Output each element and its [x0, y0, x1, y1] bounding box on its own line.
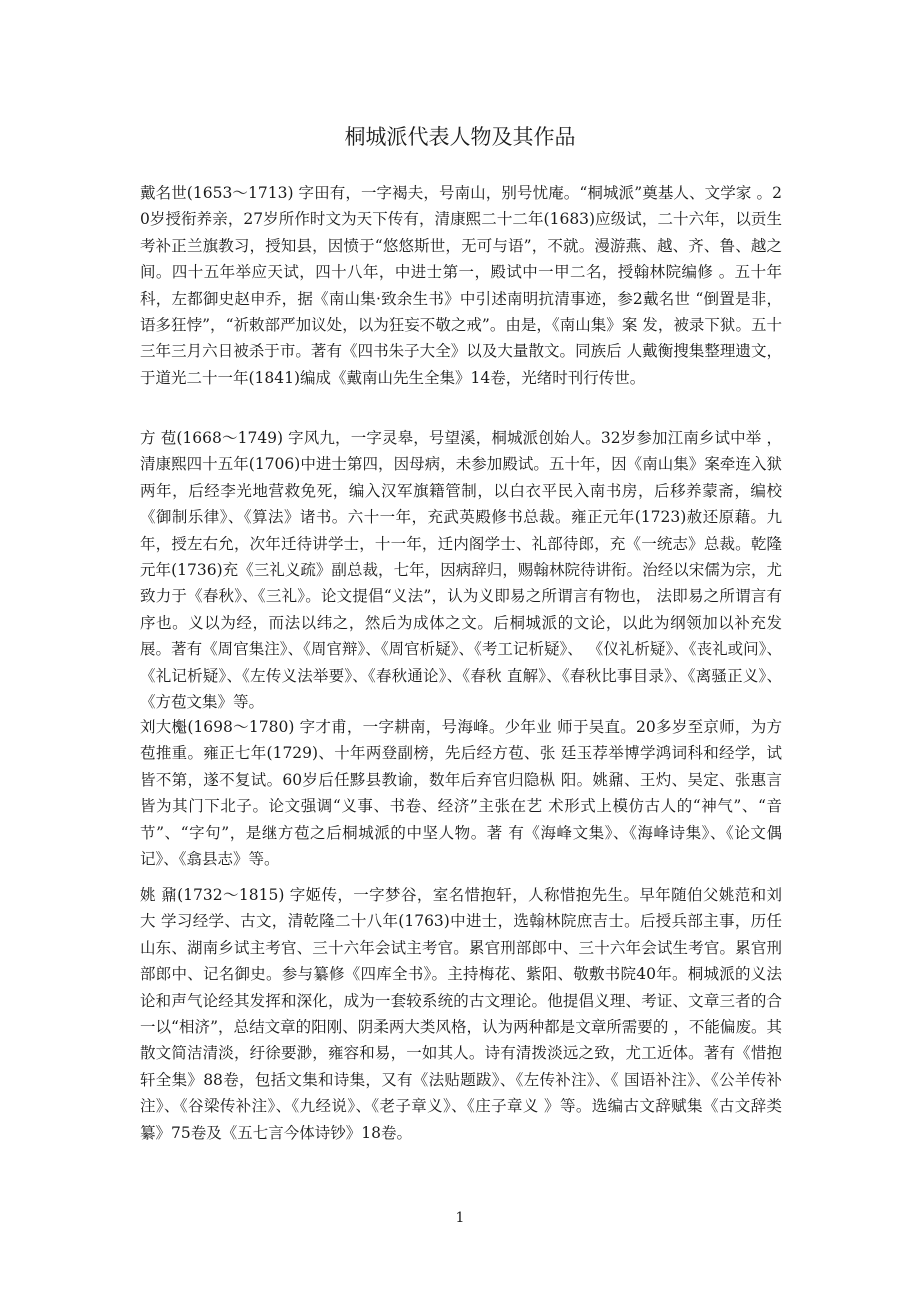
document-title: 桐城派代表人物及其作品 [344, 125, 576, 149]
paragraph-yao-nai: 姚 鼐(1732～1815) 字姬传，一字梦谷，室名惜抱轩，人称惜抱先生。早年随伯父姚范和刘大 学习经学、古文，清乾隆二十八年(1763)中进士，选翰林院庶吉士。后授兵部主事，历任山东、湖南乡试主考官、三十六年会试主考官。累官刑部郎中、三十六年会试生考官。累官刑部郎中、记名御史。参与纂修《四库全书》。主持梅花、紫阳、敬敷书院40年。桐城派的义法论和声气论经其发挥和深化，成为一套较系统的古文理论。他提倡义理、考证、文章三者的合一以“相济”，总结文章的阳刚、阴柔两大类风格，认为两种都是文章所需要的 ，不能偏废。其散文简洁清淡，纡徐要渺，雍容和易，一如其人。诗有清拨淡远之致，尤工近体。著有《惜抱轩全集》88卷，包括文集和诗集，又有《法贴题跋》、《左传补注》、《 国语补注》、《公羊传补注》、《谷梁传补注》、《九经说》、《老子章义》、《庄子章义 》等。选编古文辞赋集《古文辞类纂》75卷及《五七言今体诗钞》18卷。 [140, 886, 782, 1142]
paragraph-dai-mingshi: 戴名世(1653～1713) 字田有，一字褐夫，号南山，别号忧庵。“桐城派”奠基人、文学家 。20岁授衔养亲，27岁所作时文为天下传有，清康熙二十二年(1683)应级试，二十六年，以贡生考补正兰旗教习，授知县，因愤于“悠悠斯世，无可与语”，不就。漫游燕、越、齐、鲁、越之间。四十五年举应天试，四十八年，中进士第一，殿试中一甲二名，授翰林院编修 。五十年科，左都御史赵申乔，据《南山集·致余生书》中引述南明抗清事迹，参2戴名世 “倒置是非，语多狂悖”，“祈敕部严加议处，以为狂妄不敬之戒”。由是，《南山集》案 发，被录下狱。五十三年三月六日被杀于市。著有《四书朱子大全》以及大量散文。同族后 人戴衡搜集整理遗文，于道光二十一年(1841)编成《戴南山先生全集》14卷，光绪时刊行传世。 [140, 184, 782, 387]
paragraph-liu-dakui: 刘大櫆(1698～1780) 字才甫，一字耕南，号海峰。少年业 师于吴直。20多岁至京师，为方苞推重。雍正七年(1729)、十年两登副榜，先后经方苞、张 廷玉荐举博学鸿词科和经学，试皆不第，遂不复试。60岁后任黟县教谕，数年后弃官归隐枞 阳。姚鼐、王灼、吴定、张惠言皆为其门下北子。论文强调“义事、书卷、经济”主张在艺 术形式上模仿古人的“神气”、“音节”、“字句”，是继方苞之后桐城派的中坚人物。著 有《海峰文集》、《海峰诗集》、《论文偶记》、《翕县志》等。 [140, 718, 782, 869]
page-number: 1 [455, 1210, 465, 1226]
paragraph-fang-bao: 方 苞(1668～1749) 字风九，一字灵皋，号望溪，桐城派创始人。32岁参加江南乡试中举 ，清康熙四十五年(1706)中进士第四，因母病，未参加殿试。五十年，因《南山集》案牵连入狱两年，后经李光地营救免死，编入汉军旗籍管制，以白衣平民入南书房，后移养蒙斋，编校《御制乐律》、《算法》诸书。六十一年，充武英殿修书总裁。雍正元年(1723)赦还原藉。九年，授左右允，次年迁待讲学士，十一年，迁内阁学士、礼部待郎，充《一统志》总裁。乾隆元年(1736)充《三礼义疏》副总裁，七年，因病辞归，赐翰林院待讲衔。治经以宋儒为宗，尤致力于《春秋》、《三礼》。论文提倡“义法”，认为义即易之所谓言有物也， 法即易之所谓言有序也。义以为经，而法以纬之，然后为成体之文。后桐城派的文论，以此为纲领加以补充发展。著有《周官集注》、《周官辩》、《周官析疑》、《考工记析疑》、 《仪礼析疑》、《丧礼或问》、《礼记析疑》、《左传义法举要》、《春秋通论》、《春秋 直解》、《春秋比事目录》、《离骚正义》、《方苞文集》等。 [140, 429, 782, 712]
